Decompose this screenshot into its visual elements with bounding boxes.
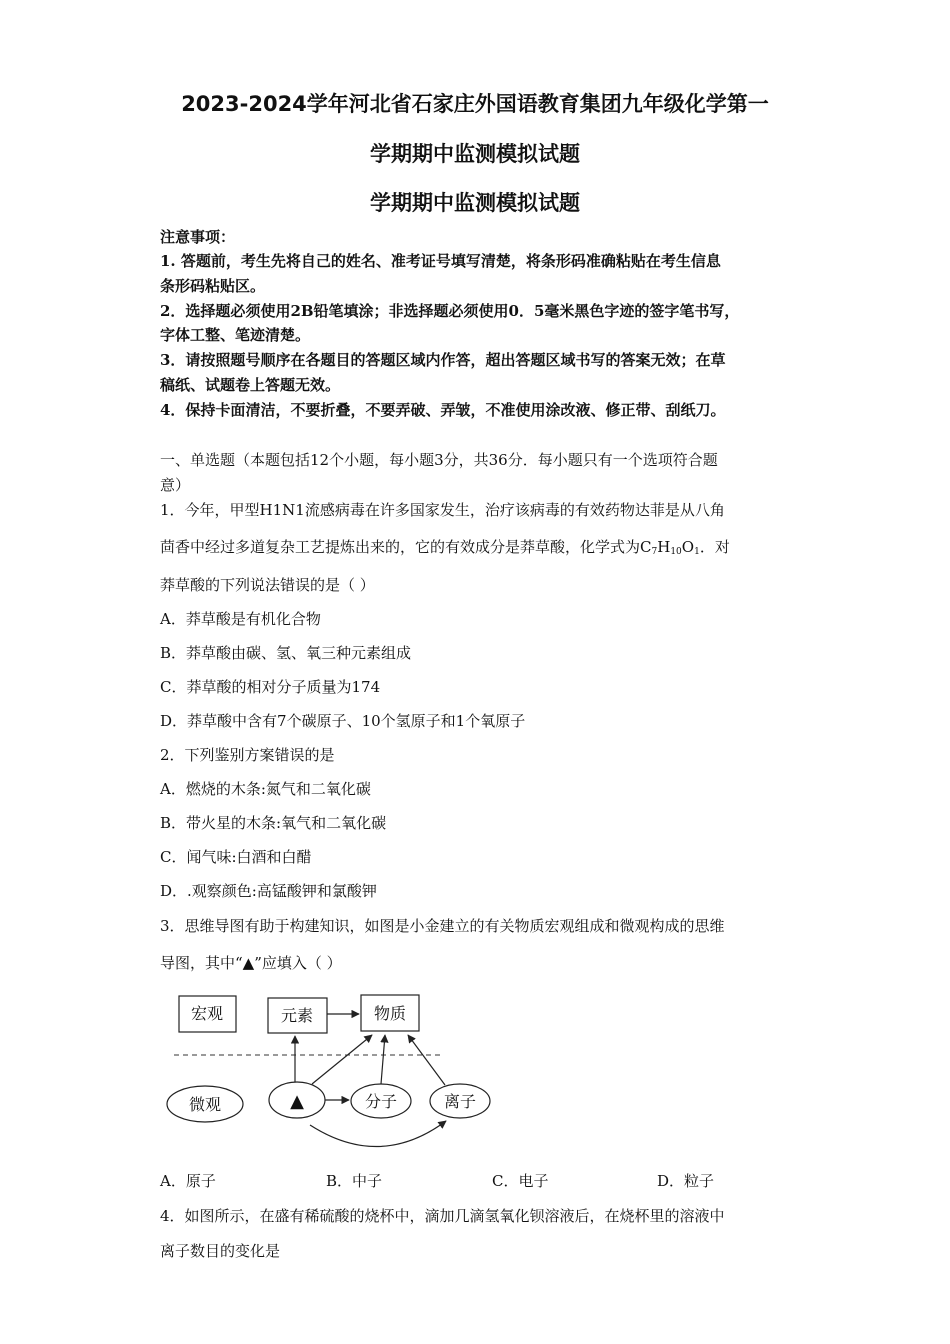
q2-option-b: B．带火星的木条:氧气和二氧化碳 xyxy=(160,814,387,832)
q2-stem: 2．下列鉴别方案错误的是 xyxy=(160,746,335,764)
mind-map-diagram xyxy=(0,985,950,1155)
q1-option-d: D．莽草酸中含有7个碳原子、10个氢原子和1个氧原子 xyxy=(160,712,526,730)
molecule-label: 分子 xyxy=(364,1092,398,1111)
notice-item-3-cont: 稿纸、试题卷上答题无效。 xyxy=(160,376,341,394)
notice-heading: 注意事项： xyxy=(160,228,236,246)
q1-stem-line-1: 1．今年，甲型H1N1流感病毒在许多国家发生，治疗该病毒的有效药物达菲是从八角 xyxy=(160,501,725,519)
q2-option-d: D．.观察颜色:高锰酸钾和氯酸钾 xyxy=(160,882,377,900)
q1-option-c: C．莽草酸的相对分子质量为174 xyxy=(160,678,381,696)
arrow-ion-to-substance xyxy=(408,1035,445,1085)
exam-title-line-2: 学期期中监测模拟试题 xyxy=(370,142,580,166)
notice-item-2: 2．选择题必须使用2B铅笔填涂；非选择题必须使用0．5毫米黑色字迹的签字笔书写， xyxy=(160,302,740,320)
q1-option-b: B．莽草酸由碳、氢、氧三种元素组成 xyxy=(160,644,412,662)
element-label: 元素 xyxy=(280,1006,314,1025)
q3-option-c: C．电子 xyxy=(492,1172,549,1190)
q3-stem-line-1: 3．思维导图有助于构建知识，如图是小金建立的有关物质宏观组成和微观构成的思维 xyxy=(160,917,725,935)
micro-label: 微观 xyxy=(188,1095,222,1114)
ion-label: 离子 xyxy=(443,1092,477,1111)
notice-item-3: 3．请按照题号顺序在各题目的答题区域内作答，超出答题区域书写的答案无效；在草 xyxy=(160,351,726,369)
notice-item-1: 1. 答题前，考生先将自己的姓名、准考证号填写清楚，将条形码准确粘贴在考生信息 xyxy=(160,252,721,270)
arrow-triangle-to-substance xyxy=(312,1035,372,1084)
q2-option-a: A．燃烧的木条:氮气和二氧化碳 xyxy=(160,780,371,798)
q3-option-a: A．原子 xyxy=(160,1172,216,1190)
exam-title-line-1: 2023-2024学年河北省石家庄外国语教育集团九年级化学第一 xyxy=(181,92,769,116)
q2-option-c: C．闻气味:白酒和白醋 xyxy=(160,848,312,866)
arrow-triangle-to-ion xyxy=(310,1121,446,1147)
exam-title-line-3: 学期期中监测模拟试题 xyxy=(370,191,580,215)
q4-stem-line-1: 4．如图所示，在盛有稀硫酸的烧杯中，滴加几滴氢氧化钡溶液后，在烧杯里的溶液中 xyxy=(160,1207,725,1225)
section-heading: 一、单选题（本题包括12个小题，每小题3分，共36分．每小题只有一个选项符合题 xyxy=(160,451,718,469)
arrow-molecule-to-substance xyxy=(381,1035,385,1084)
q4-stem-line-2: 离子数目的变化是 xyxy=(160,1242,281,1260)
macro-label: 宏观 xyxy=(190,1004,224,1023)
q1-stem-text: 茴香中经过多道复杂工艺提炼出来的，它的有效成分是莽草酸，化学式为 xyxy=(160,538,641,556)
notice-item-4: 4．保持卡面清洁，不要折叠，不要弄破、弄皱，不准使用涂改液、修正带、刮纸刀。 xyxy=(160,401,726,419)
triangle-label: ▲ xyxy=(290,1091,304,1112)
q3-option-d: D．粒子 xyxy=(657,1172,715,1190)
substance-label: 物质 xyxy=(373,1004,407,1023)
q3-stem-line-2: 导图，其中“▲”应填入（ ） xyxy=(160,954,342,972)
q1-stem-line-3: 莽草酸的下列说法错误的是（ ） xyxy=(160,576,375,594)
notice-item-1-cont: 条形码粘贴区。 xyxy=(160,277,266,295)
q1-option-a: A．莽草酸是有机化合物 xyxy=(160,610,321,628)
chemical-formula: $C_7H_{10}O_1$．对 xyxy=(640,538,730,557)
notice-item-2-cont: 字体工整、笔迹清楚。 xyxy=(160,326,311,344)
q3-option-b: B．中子 xyxy=(326,1172,383,1190)
section-heading-cont: 意） xyxy=(160,476,191,494)
q1-stem-line-2 xyxy=(160,536,800,563)
